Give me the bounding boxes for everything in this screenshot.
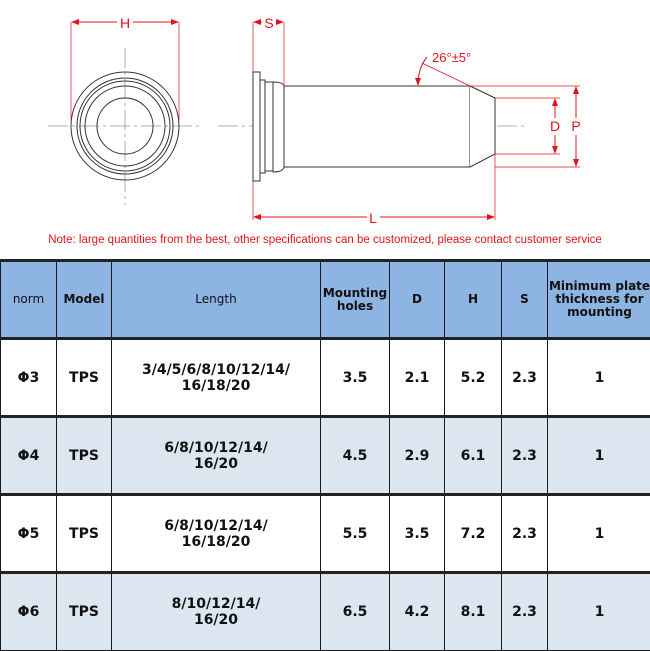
cell-norm: Φ4 [1, 417, 57, 495]
cell-mounting-holes: 3.5 [321, 339, 390, 417]
chamfer-angle-label: 26°±5° [432, 50, 471, 65]
header-length: Length [112, 261, 321, 339]
cell-model: TPS [57, 573, 112, 651]
header-h: H [445, 261, 502, 339]
dimension-p-label: P [571, 118, 580, 134]
table-row [1, 417, 650, 495]
length-line-2: 16/20 [112, 456, 320, 472]
cell-model: TPS [57, 339, 112, 417]
length-line-2: 16/20 [112, 612, 320, 628]
cell-s: 2.3 [502, 417, 548, 495]
cell-min-plate: 1 [548, 573, 650, 651]
header-model: Model [57, 261, 112, 339]
table-row [1, 495, 650, 573]
cell-h: 5.2 [445, 339, 502, 417]
cell-h: 7.2 [445, 495, 502, 573]
cell-norm: Φ3 [1, 339, 57, 417]
dimension-s-label: S [264, 15, 273, 31]
cell-norm: Φ5 [1, 495, 57, 573]
cell-d: 4.2 [390, 573, 445, 651]
cell-min-plate: 1 [548, 417, 650, 495]
length-line-2: 16/18/20 [112, 378, 320, 394]
cell-d: 2.1 [390, 339, 445, 417]
cell-length [112, 495, 321, 573]
cell-s: 2.3 [502, 339, 548, 417]
front-view [48, 15, 203, 205]
cell-min-plate: 1 [548, 339, 650, 417]
cell-mounting-holes: 4.5 [321, 417, 390, 495]
dimension-l-label: L [369, 210, 377, 226]
cell-mounting-holes: 6.5 [321, 573, 390, 651]
length-line-1: 6/8/10/12/14/ [112, 440, 320, 456]
table-row [1, 573, 650, 651]
length-line-2: 16/18/20 [112, 534, 320, 550]
cell-length [112, 339, 321, 417]
cell-model: TPS [57, 495, 112, 573]
header-s: S [502, 261, 548, 339]
cell-length [112, 417, 321, 495]
length-line-1: 6/8/10/12/14/ [112, 518, 320, 534]
length-line-1: 3/4/5/6/8/10/12/14/ [112, 362, 320, 378]
header-norm: norm [1, 261, 57, 339]
side-view [218, 15, 581, 226]
cell-model: TPS [57, 417, 112, 495]
length-line-1: 8/10/12/14/ [112, 596, 320, 612]
cell-s: 2.3 [502, 495, 548, 573]
spec-table [0, 259, 650, 651]
table-header-row [1, 261, 650, 339]
header-min-plate: Minimum plate thickness for mounting [548, 261, 650, 339]
cell-d: 2.9 [390, 417, 445, 495]
cell-mounting-holes: 5.5 [321, 495, 390, 573]
dimension-d-label: D [550, 118, 560, 134]
cell-length [112, 573, 321, 651]
dimension-h-label: H [120, 15, 130, 31]
customization-note: Note: large quantities from the best, other specifications can be customized, please contact customer service [0, 234, 650, 246]
technical-drawing [0, 0, 650, 230]
header-d: D [390, 261, 445, 339]
table-row [1, 339, 650, 417]
header-mounting-holes: Mounting holes [321, 261, 390, 339]
cell-s: 2.3 [502, 573, 548, 651]
cell-h: 8.1 [445, 573, 502, 651]
cell-h: 6.1 [445, 417, 502, 495]
cell-d: 3.5 [390, 495, 445, 573]
cell-min-plate: 1 [548, 495, 650, 573]
cell-norm: Φ6 [1, 573, 57, 651]
